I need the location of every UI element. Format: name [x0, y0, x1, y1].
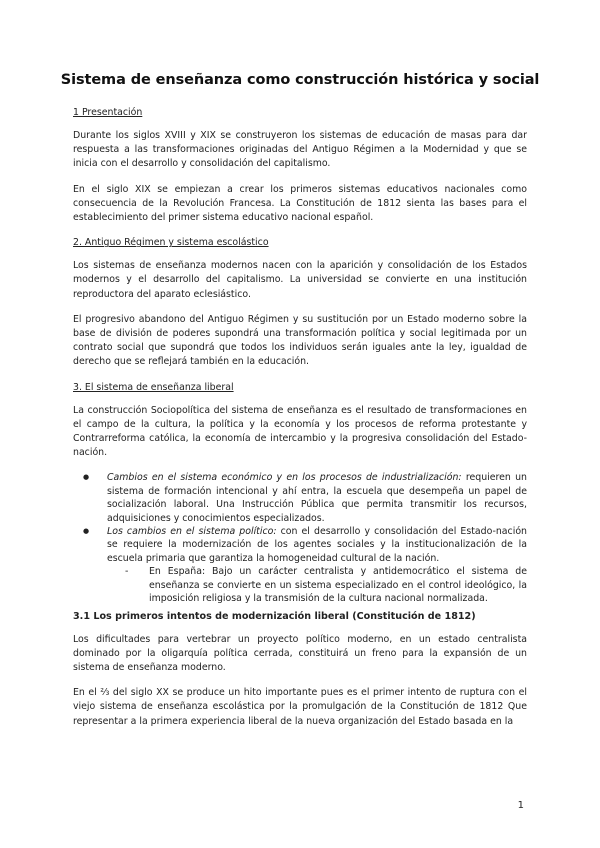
- paragraph: En el ⅔ del siglo XX se produce un hito importante pues es el primer intento de ruptura con el viejo sistema de enseñanza escolástica por la promulgación de la Constitución de 1812 Que representar a la primera experiencia liberal de la nueva organización del Estado basada en la: [73, 687, 527, 727]
- paragraph: Los sistemas de enseñanza modernos nacen con la aparición y consolidación de los Estados modernos y el desarrollo del capitalismo. La universidad se convierte en una institución reproductora del aparato eclesiástico.: [73, 260, 527, 300]
- list-item-emphasis: Los cambios en el sistema político:: [107, 526, 277, 538]
- paragraph: Los dificultades para vertebrar un proyecto político moderno, en un estado centralista dominado por la oligarquía política cerrada, constituirá un freno para la expansión de un sistema de enseñanza moderno.: [73, 633, 527, 673]
- document-body: [73, 106, 527, 740]
- section-heading-presentacion: 1 Presentación: [73, 107, 143, 118]
- sub-list: [107, 565, 527, 605]
- page-number: 1: [517, 800, 524, 811]
- section-heading-antiguo-regimen: 2. Antiguo Régimen y sistema escolástico: [73, 237, 269, 249]
- paragraph: La construcción Sociopolítica del sistema de enseñanza es el resultado de transformaciones en el campo de la cultura, la política y la economía y los procesos de reforma protestante y Contrarreforma católica, la economía de intercambio y la progresiva consolidación del Estado-nación.: [73, 404, 527, 459]
- section-heading-modernizacion-liberal: 3.1 Los primeros intentos de modernización liberal (Constitución de 1812): [73, 610, 476, 622]
- list-item-text: con el desarrollo y consolidación del Estado-nación se requiere la modernización de los agentes sociales y la institucionalización de la escuela primaria que garantiza la homogeneidad cultural de la nación.: [107, 526, 527, 564]
- paragraph: Durante los siglos XVIII y XIX se construyeron los sistemas de educación de masas para dar respuesta a las transformaciones originadas del Antiguo Régimen a la Modernidad y que se inicia con el desarrollo y consolidación del capitalismo.: [73, 130, 527, 170]
- list-item-emphasis: Cambios en el sistema económico y en los procesos de industrialización:: [107, 472, 462, 484]
- paragraph: En el siglo XIX se empiezan a crear los primeros sistemas educativos nacionales como consecuencia de la Revolución Francesa. La Constitución de 1812 sienta las bases para el establecimiento del primer sistema educativo nacional español.: [73, 183, 527, 224]
- sub-list-item: - En España: Bajo un carácter centralista y antidemocrático el sistema de enseñanza se convierte en un sistema especializado en el control ideológico, la imposición religiosa y la transmisión de la cultura nacional normalizada.: [149, 565, 527, 605]
- paragraph: El progresivo abandono del Antiguo Régimen y su sustitución por un Estado moderno sobre la base de división de poderes supondrá una transformación política y social legitimada por un contrato social que supondrá que todos los individuos serán iguales ante la ley, igualdad de derecho que se reflejará también en la educación.: [73, 313, 527, 368]
- bullet-list: [73, 471, 527, 605]
- list-item: [107, 525, 527, 605]
- section-heading-ensenanza-liberal: 3. El sistema de enseñanza liberal: [73, 381, 234, 393]
- list-item: [107, 471, 527, 525]
- document-title: Sistema de enseñanza como construcción histórica y social: [60, 72, 540, 88]
- list-item-text: requieren un sistema de formación intencional y ahí entra, la escuela que desempeña un papel de socialización laboral. Una Instrucción Pública que permita transmitir los recursos, adquisiciones y conocimientos especializados.: [107, 472, 527, 524]
